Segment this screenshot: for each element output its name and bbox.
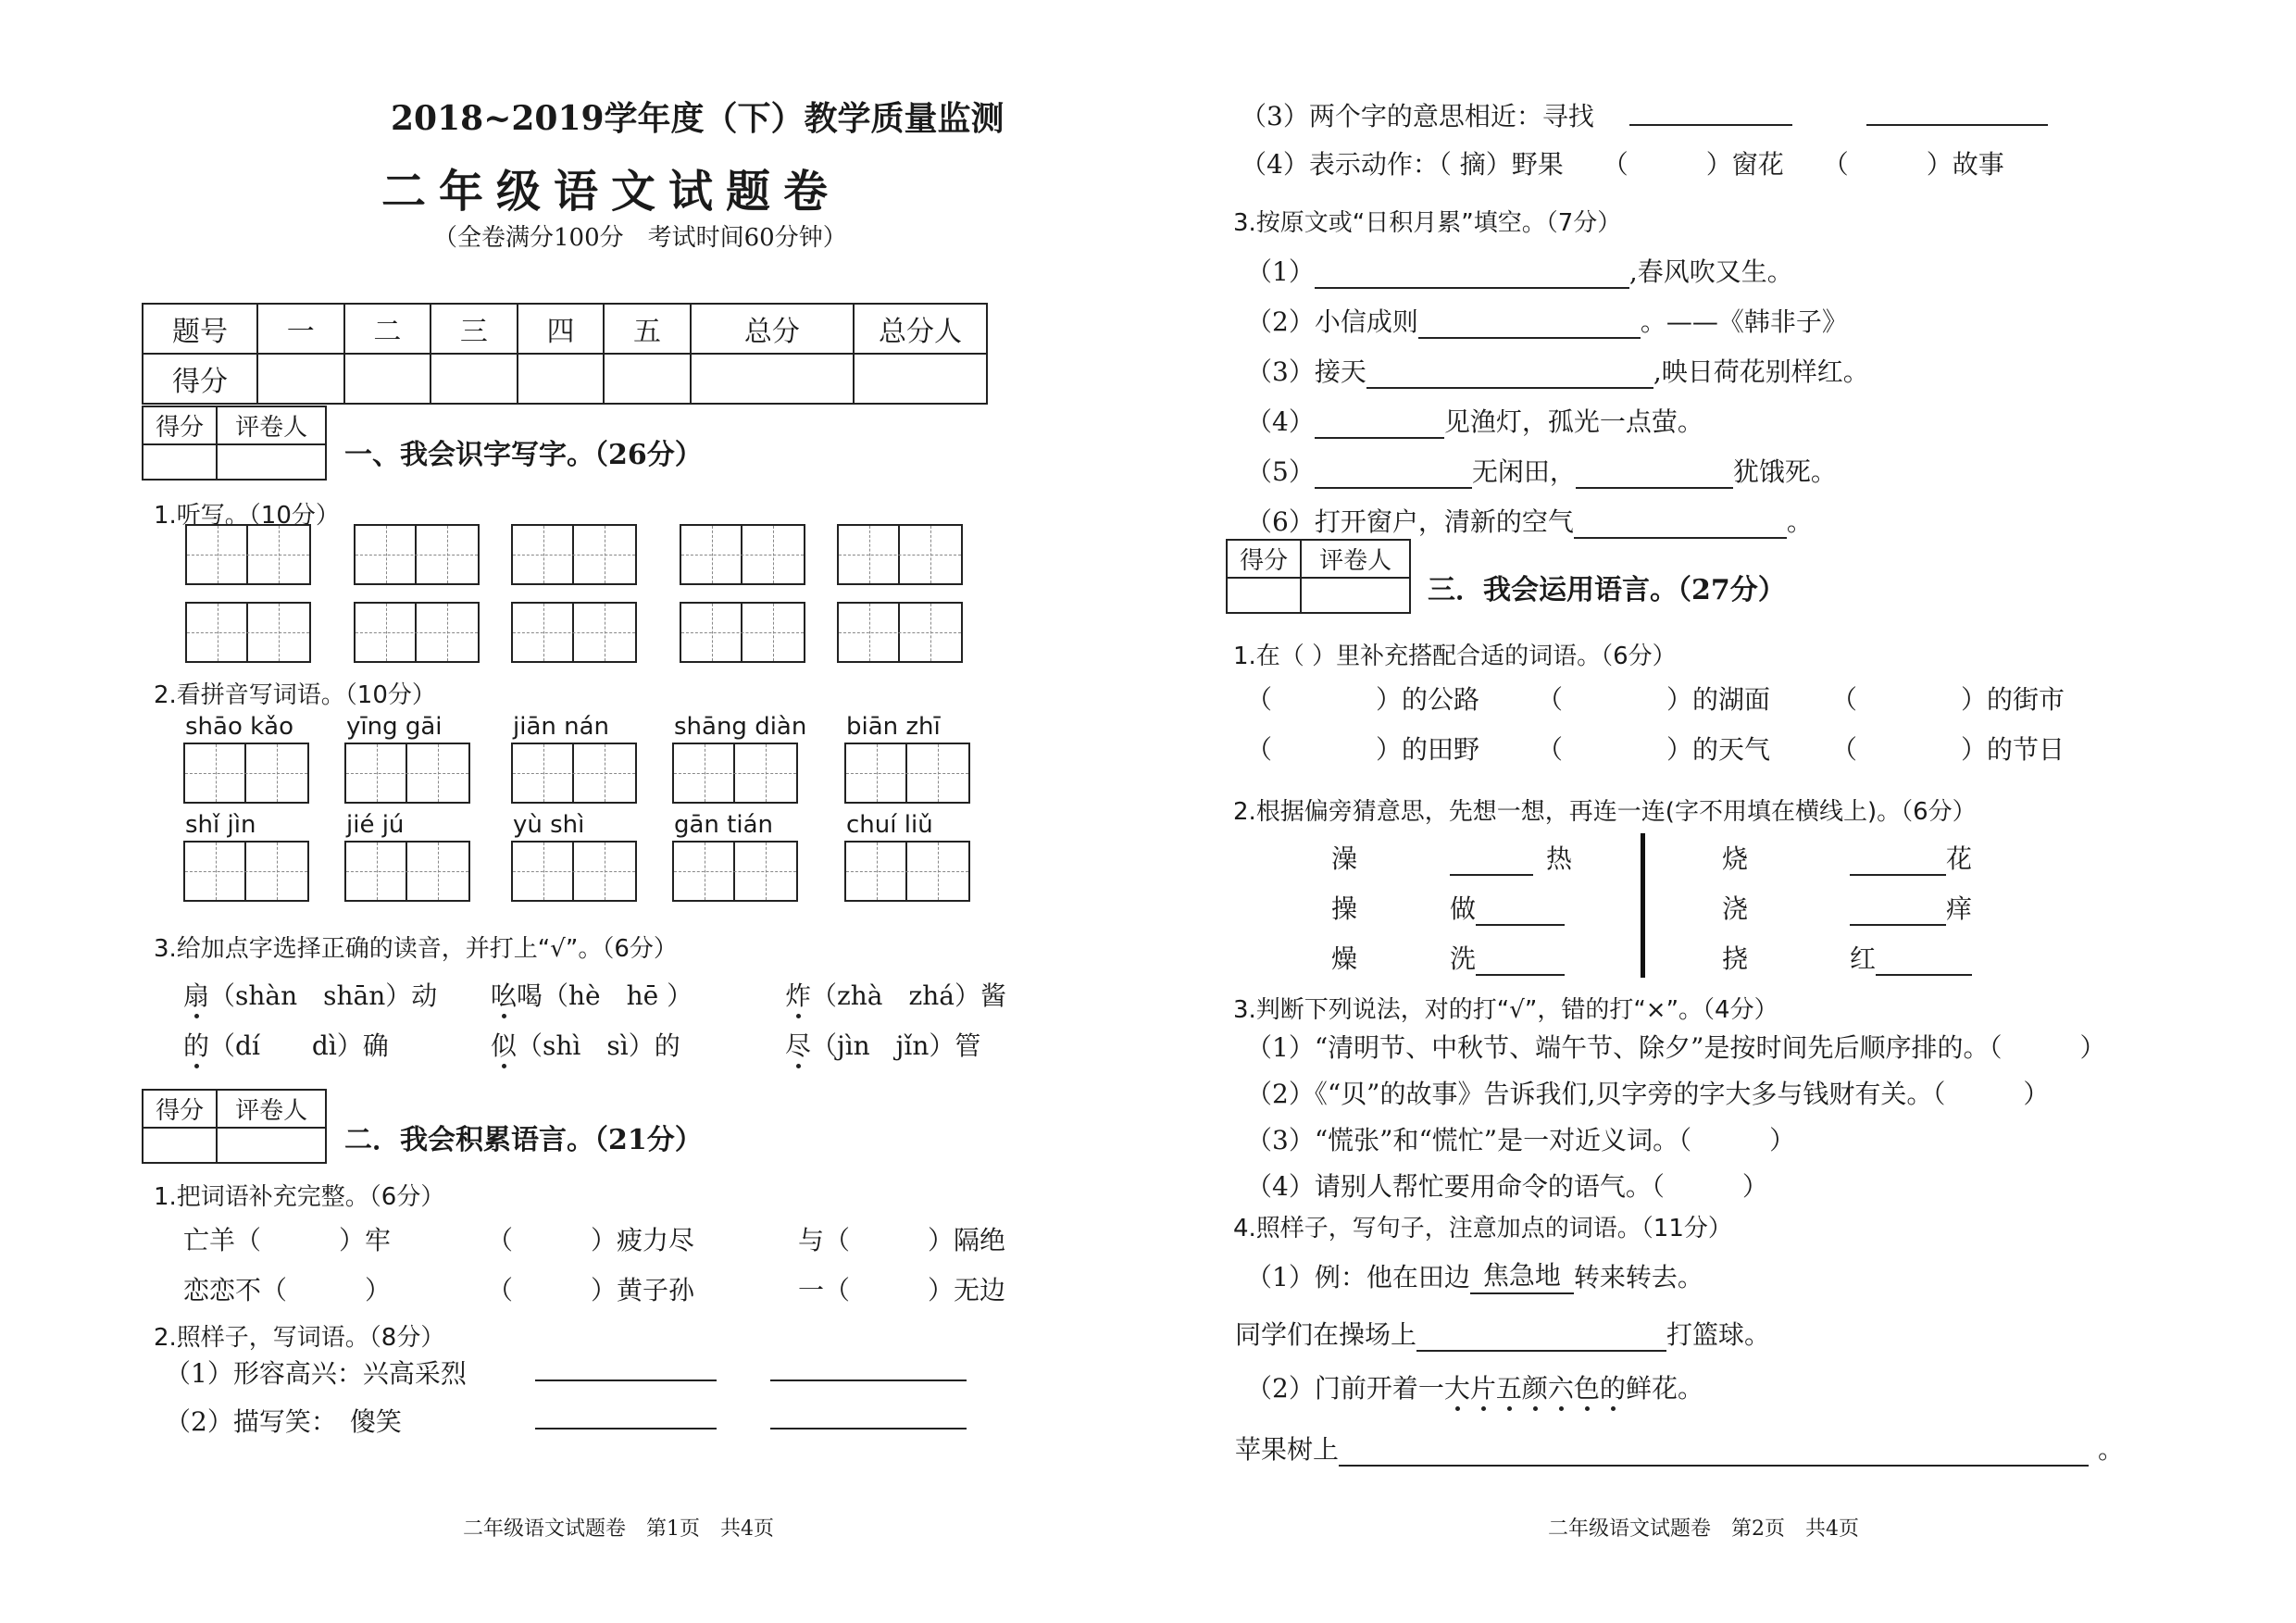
s2-q1-title: 1.把词语补充完整。（6分） bbox=[154, 1183, 445, 1211]
pinyin-label: jiān nán bbox=[513, 713, 610, 741]
score-cell[interactable] bbox=[344, 354, 431, 404]
reading-choice-item[interactable] bbox=[183, 976, 437, 1013]
reading-choice-item[interactable] bbox=[183, 1026, 389, 1063]
writing-grid[interactable] bbox=[354, 524, 480, 585]
score-table-row bbox=[143, 354, 987, 404]
match-target[interactable]: 做 bbox=[1450, 889, 1565, 926]
score-header-cell: 五 bbox=[604, 304, 691, 354]
collocation-item: （ ）的天气 bbox=[1537, 734, 1771, 765]
answer-line[interactable] bbox=[1574, 511, 1787, 539]
fill-prefix: （4） bbox=[1246, 406, 1315, 437]
grader-score-label: 得分 bbox=[143, 1090, 217, 1128]
writing-grid[interactable] bbox=[680, 602, 805, 663]
score-cell[interactable] bbox=[518, 354, 605, 404]
fill-item bbox=[1246, 452, 1837, 489]
word-line-3: （3）两个字的意思相近：寻找 bbox=[1241, 101, 1594, 131]
s3-q2-title: 2.根据偏旁猜意思，先想一想，再连一连(字不用填在横线上)。（6分） bbox=[1233, 798, 1977, 826]
grader-name-cell[interactable] bbox=[217, 444, 326, 480]
writing-grid[interactable] bbox=[672, 841, 798, 902]
dotted-char: 炸 bbox=[785, 980, 812, 1011]
writing-grid[interactable] bbox=[680, 524, 805, 585]
word-example: （1）形容高兴：兴高采烈 bbox=[165, 1358, 467, 1389]
s2-q3-title: 3.按原文或“日积月累”填空。（7分） bbox=[1233, 209, 1622, 237]
writing-grid[interactable] bbox=[354, 602, 480, 663]
fill-item bbox=[1246, 502, 1813, 539]
fill-item bbox=[1246, 352, 1869, 389]
grader-name-cell[interactable] bbox=[217, 1128, 326, 1163]
writing-grid[interactable] bbox=[511, 602, 637, 663]
collocation-item: （ ）的田野 bbox=[1246, 734, 1480, 765]
s1-q2-title: 2.看拼音写词语。（10分） bbox=[154, 681, 436, 709]
answer-line[interactable] bbox=[535, 1380, 717, 1381]
section2-title: 二．我会积累语言。（21分） bbox=[344, 1124, 703, 1156]
task-prefix: 同学们在操场上 bbox=[1235, 1319, 1417, 1350]
left-footer: 二年级语文试题卷 第1页 共4页 bbox=[463, 1517, 774, 1541]
score-table bbox=[142, 303, 988, 405]
match-char[interactable]: 燥 bbox=[1331, 943, 1358, 974]
fill-suffix: 犹饿死。 bbox=[1732, 456, 1837, 487]
example-keyword: 焦急地 bbox=[1470, 1255, 1574, 1294]
answer-line[interactable] bbox=[1315, 411, 1444, 439]
answer-line[interactable] bbox=[1339, 1439, 2089, 1467]
reading-choice-item[interactable] bbox=[491, 1026, 680, 1063]
answer-line[interactable] bbox=[535, 1428, 717, 1429]
year-title: 2018~2019学年度（下）教学质量监测 bbox=[391, 99, 1004, 138]
judge-item[interactable]: （1）“清明节、中秋节、端午节、除夕”是按时间先后顺序排的。（ ） bbox=[1246, 1032, 2106, 1063]
collocation-item: （ ）的街市 bbox=[1831, 684, 2065, 715]
dotted-char: 的 bbox=[183, 1030, 210, 1061]
reading-options: （shàn shān）动 bbox=[209, 980, 438, 1011]
right-page bbox=[1148, 0, 2296, 1623]
score-header-cell: 题号 bbox=[143, 304, 257, 354]
match-target[interactable]: 痒 bbox=[1850, 889, 1972, 926]
pinyin-label: jié jú bbox=[346, 811, 405, 839]
pinyin-label: biān zhī bbox=[846, 713, 941, 741]
fill-suffix: 见渔灯，孤光一点萤。 bbox=[1443, 406, 1703, 437]
section1-title: 一、我会识字写字。（26分） bbox=[344, 439, 703, 471]
reading-options: （shì sì）的 bbox=[517, 1030, 680, 1061]
answer-line[interactable] bbox=[1315, 461, 1472, 489]
collocation-item: （ ）的公路 bbox=[1246, 684, 1480, 715]
pinyin-label: chuí liǔ bbox=[846, 811, 933, 839]
idiom-item: 恋恋不（ ） bbox=[183, 1275, 392, 1305]
score-cell[interactable] bbox=[604, 354, 691, 404]
writing-grid[interactable] bbox=[185, 524, 311, 585]
collocation-item: （ ）的湖面 bbox=[1537, 684, 1771, 715]
writing-grid[interactable] bbox=[344, 841, 470, 902]
s1-q3-title: 3.给加点字选择正确的读音，并打上“√”。（6分） bbox=[154, 935, 678, 963]
grader-box-1 bbox=[142, 406, 327, 481]
writing-grid[interactable] bbox=[185, 602, 311, 663]
score-header-cell: 总分人 bbox=[854, 304, 987, 354]
match-char[interactable]: 浇 bbox=[1722, 893, 1749, 924]
grader-score-cell[interactable] bbox=[1227, 578, 1301, 613]
fill-prefix: （2）小信成则 bbox=[1246, 306, 1418, 337]
writing-grid[interactable] bbox=[344, 743, 470, 804]
fill-suffix: ,春风吹又生。 bbox=[1628, 256, 1793, 287]
match-target[interactable]: 红 bbox=[1850, 939, 1972, 976]
score-header-cell: 三 bbox=[430, 304, 518, 354]
reading-options: （zhà zhá）酱 bbox=[811, 980, 1006, 1011]
s1-q1-title: 1.听写。（10分） bbox=[154, 502, 340, 530]
reading-choice-item[interactable] bbox=[491, 976, 693, 1013]
s3-q4-title: 4.照样子，写句子，注意加点的词语。（11分） bbox=[1233, 1215, 1732, 1242]
task-suffix: 。 bbox=[2098, 1434, 2125, 1465]
grader-score-cell[interactable] bbox=[143, 444, 217, 480]
answer-line[interactable] bbox=[1315, 261, 1629, 289]
reading-choice-item[interactable] bbox=[785, 976, 1006, 1013]
grader-box-2 bbox=[142, 1089, 327, 1164]
score-header-cell: 总分 bbox=[691, 304, 854, 354]
score-header-cell: 二 bbox=[344, 304, 431, 354]
match-divider bbox=[1641, 833, 1645, 978]
score-cell[interactable] bbox=[691, 354, 854, 404]
judge-item[interactable]: （3）“慌张”和“慌忙”是一对近义词。（ ） bbox=[1246, 1125, 1796, 1155]
dotted-char: 尽 bbox=[785, 1030, 812, 1061]
answer-line[interactable] bbox=[1416, 1324, 1666, 1352]
pinyin-label: shāng diàn bbox=[674, 713, 807, 741]
task-prefix: 苹果树上 bbox=[1235, 1434, 1340, 1465]
pinyin-label: yù shì bbox=[513, 811, 585, 839]
match-target[interactable]: 热 bbox=[1450, 839, 1572, 876]
idiom-item: （ ）黄子孙 bbox=[487, 1275, 695, 1305]
grader-name-label: 评卷人 bbox=[1301, 540, 1410, 578]
answer-line[interactable] bbox=[770, 1380, 967, 1381]
writing-grid[interactable] bbox=[837, 524, 963, 585]
task-suffix: 打篮球。 bbox=[1666, 1319, 1771, 1350]
match-char[interactable]: 烧 bbox=[1722, 843, 1749, 874]
judge-item[interactable]: （2）《“贝”的故事》告诉我们,贝字旁的字大多与钱财有关。（ ） bbox=[1246, 1079, 2050, 1109]
grader-name-cell[interactable] bbox=[1301, 578, 1410, 613]
fill-suffix: ,映日荷花别样红。 bbox=[1653, 356, 1869, 387]
idiom-item: 与（ ）隔绝 bbox=[798, 1225, 1006, 1255]
example-prefix: （1）例：他在田边 bbox=[1246, 1262, 1470, 1292]
match-char[interactable]: 澡 bbox=[1331, 843, 1358, 874]
sentence-task-1 bbox=[1235, 1315, 1770, 1352]
pinyin-label: gān tián bbox=[674, 811, 774, 839]
main-title: 二年级语文试题卷 bbox=[381, 166, 842, 218]
word-line-4: （4）表示动作：（ 摘）野果 （ ）窗花 （ ）故事 bbox=[1241, 149, 2004, 180]
score-cell[interactable] bbox=[430, 354, 518, 404]
match-target[interactable]: 洗 bbox=[1450, 939, 1565, 976]
pinyin-label: shǐ jìn bbox=[185, 811, 256, 839]
writing-grid[interactable] bbox=[844, 743, 970, 804]
dotted-char: 吆 bbox=[491, 980, 518, 1011]
fill-item bbox=[1246, 402, 1703, 439]
score-table-header bbox=[143, 304, 987, 354]
fill-item bbox=[1246, 302, 1848, 339]
fill-suffix: 。 bbox=[1786, 506, 1813, 537]
dotted-char: 似 bbox=[491, 1030, 518, 1061]
answer-line[interactable] bbox=[1866, 124, 2048, 126]
sentence-example-2: （2）门前开着一大片五颜六色的鲜花。 bbox=[1246, 1373, 1703, 1404]
reading-options: （jìn jǐn）管 bbox=[811, 1030, 981, 1061]
fill-prefix: （1） bbox=[1246, 256, 1315, 287]
match-char[interactable]: 操 bbox=[1331, 893, 1358, 924]
fill-prefix: （3）接天 bbox=[1246, 356, 1366, 387]
fill-suffix: 。——《韩非子》 bbox=[1640, 306, 1848, 337]
grader-name-label: 评卷人 bbox=[217, 1090, 326, 1128]
grader-box-3 bbox=[1226, 539, 1411, 614]
writing-grid[interactable] bbox=[844, 841, 970, 902]
score-cell[interactable] bbox=[854, 354, 987, 404]
reading-options: （dí dì）确 bbox=[209, 1030, 389, 1061]
writing-grid[interactable] bbox=[183, 841, 309, 902]
grader-score-cell[interactable] bbox=[143, 1128, 217, 1163]
s2-q2-title: 2.照样子，写词语。（8分） bbox=[154, 1324, 445, 1352]
word-example: （2）描写笑： 傻笑 bbox=[165, 1406, 402, 1437]
writing-grid[interactable] bbox=[672, 743, 798, 804]
answer-line[interactable] bbox=[1576, 461, 1733, 489]
pinyin-label: shāo kǎo bbox=[185, 713, 294, 741]
score-header-cell: 一 bbox=[257, 304, 344, 354]
reading-choice-item[interactable] bbox=[785, 1026, 980, 1063]
pinyin-label: yīng gāi bbox=[346, 713, 443, 741]
score-header-cell: 四 bbox=[518, 304, 605, 354]
subtitle: （全卷满分100分 考试时间60分钟） bbox=[433, 224, 847, 252]
writing-grid[interactable] bbox=[837, 602, 963, 663]
reading-options: 喝（hè hē ） bbox=[517, 980, 693, 1011]
fill-item bbox=[1246, 252, 1793, 289]
dotted-char: 扇 bbox=[183, 980, 210, 1011]
idiom-item: 亡羊（ ）牢 bbox=[183, 1225, 392, 1255]
fill-prefix: （5） bbox=[1246, 456, 1315, 487]
score-cell[interactable] bbox=[257, 354, 344, 404]
right-footer: 二年级语文试题卷 第2页 共4页 bbox=[1548, 1517, 1859, 1541]
match-char[interactable]: 挠 bbox=[1722, 943, 1749, 974]
fill-prefix: （6）打开窗户，清新的空气 bbox=[1246, 506, 1574, 537]
section3-title: 三．我会运用语言。（27分） bbox=[1428, 574, 1786, 606]
grader-score-label: 得分 bbox=[143, 406, 217, 444]
idiom-item: （ ）疲力尽 bbox=[487, 1225, 695, 1255]
sentence-task-2 bbox=[1235, 1429, 2124, 1467]
writing-grid[interactable] bbox=[183, 743, 309, 804]
s3-q3-title: 3.判断下列说法，对的打“√”，错的打“×”。（4分） bbox=[1233, 996, 1778, 1024]
sentence-example-1 bbox=[1246, 1255, 1703, 1294]
answer-line[interactable] bbox=[1629, 124, 1792, 126]
writing-grid[interactable] bbox=[511, 524, 637, 585]
idiom-item: 一（ ）无边 bbox=[798, 1275, 1006, 1305]
example-suffix: 转来转去。 bbox=[1573, 1262, 1703, 1292]
answer-line[interactable] bbox=[1366, 361, 1653, 389]
answer-line[interactable] bbox=[1418, 311, 1641, 339]
s3-q1-title: 1.在（ ）里补充搭配合适的词语。（6分） bbox=[1233, 643, 1677, 670]
writing-grid[interactable] bbox=[511, 743, 637, 804]
grader-score-label: 得分 bbox=[1227, 540, 1301, 578]
answer-line[interactable] bbox=[770, 1428, 967, 1429]
score-row-label: 得分 bbox=[143, 354, 257, 404]
fill-middle: 无闲田， bbox=[1471, 456, 1576, 487]
match-target[interactable]: 花 bbox=[1850, 839, 1972, 876]
collocation-item: （ ）的节日 bbox=[1831, 734, 2065, 765]
writing-grid[interactable] bbox=[511, 841, 637, 902]
judge-item[interactable]: （4）请别人帮忙要用命令的语气。（ ） bbox=[1246, 1171, 1768, 1202]
grader-name-label: 评卷人 bbox=[217, 406, 326, 444]
